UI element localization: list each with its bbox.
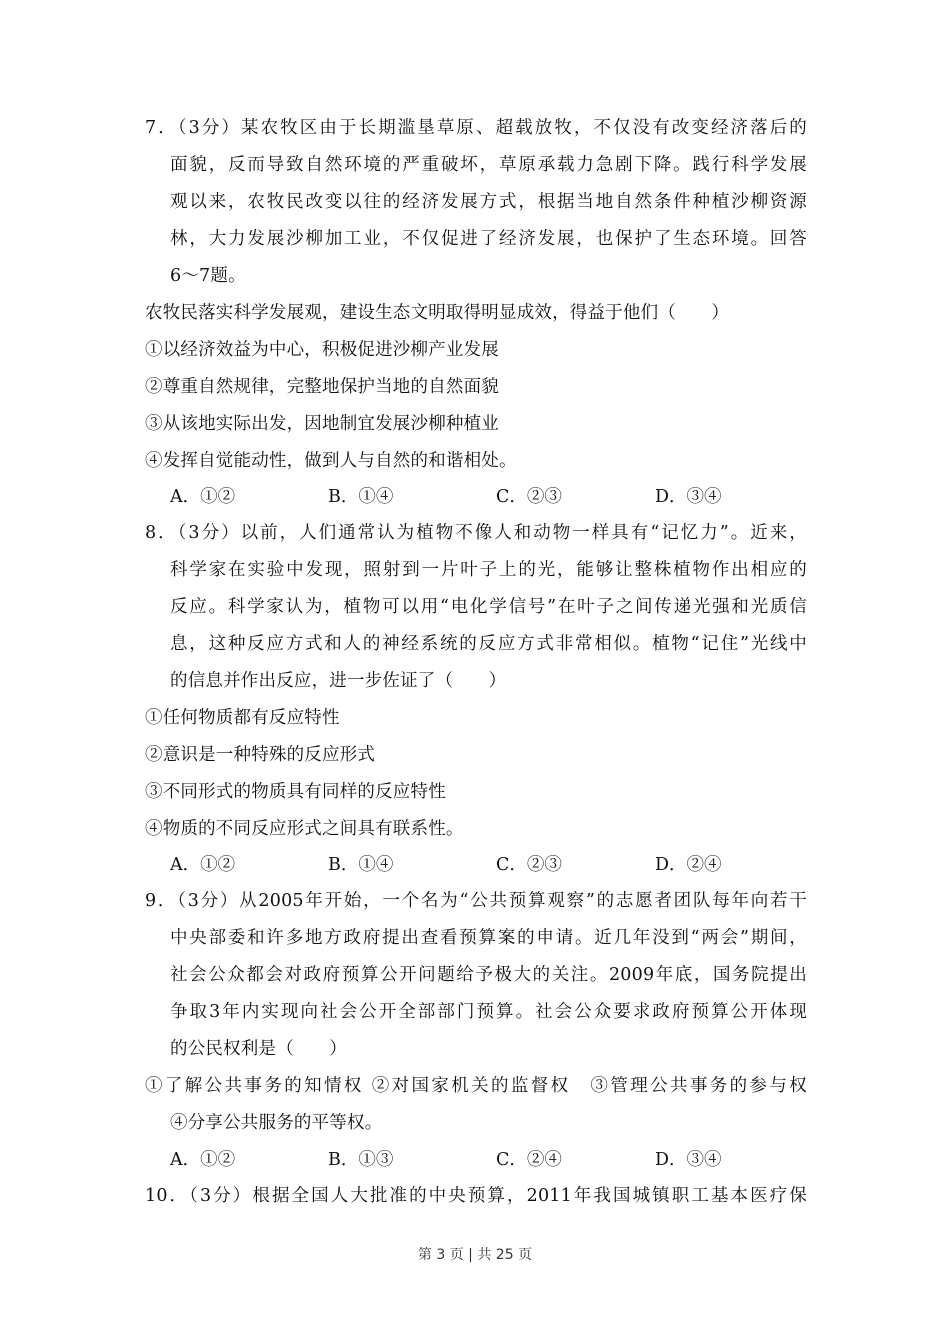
question-7-stem-line-5: 6～7题。: [170, 266, 246, 286]
page-footer: 第 3 页 | 共 25 页: [417, 1247, 533, 1263]
question-7-stem-line-3: 观以来，农牧民改变以往的经济发展方式，根据当地自然条件种植沙柳资源: [170, 192, 807, 212]
question-7-stem-line-2: 面貌，反而导致自然环境的严重破坏，草原承载力急剧下降。践行科学发展: [170, 155, 807, 175]
question-9-stem-line-5: 的公民权利是（ ）: [170, 1039, 347, 1059]
question-8-statement-2: ②意识是一种特殊的反应形式: [145, 745, 376, 765]
question-7-statement-2: ②尊重自然规律，完整地保护当地的自然面貌: [145, 377, 499, 397]
question-8-statement-3: ③不同形式的物质具有同样的反应特性: [145, 782, 446, 802]
question-8-statement-1: ①任何物质都有反应特性: [145, 708, 340, 728]
question-9-statements-line-1: ①了解公共事务的知情权 ②对国家机关的监督权 ③管理公共事务的参与权: [145, 1076, 807, 1096]
question-9-stem-line-4: 争取3年内实现向社会公开全部部门预算。社会公众要求政府预算公开体现: [170, 1002, 807, 1022]
question-9-statements-line-2: ④分享公共服务的平等权。: [170, 1113, 383, 1133]
question-7-statement-4: ④发挥自觉能动性，做到人与自然的和谐相处。: [145, 451, 517, 471]
question-9-stem-line-3: 社会公众都会对政府预算公开问题给予极大的关注。2009年底，国务院提出: [170, 965, 807, 985]
question-8-option-d: D．②④: [655, 855, 722, 875]
question-8-statement-4: ④物质的不同反应形式之间具有联系性。: [145, 819, 464, 839]
question-7-statement-1: ①以经济效益为中心，积极促进沙柳产业发展: [145, 340, 499, 360]
question-7-option-a: A．①②: [170, 487, 236, 507]
question-9-option-b: B．①③: [328, 1150, 394, 1170]
question-8-stem-line-2: 科学家在实验中发现，照射到一片叶子上的光，能够让整株植物作出相应的: [170, 560, 807, 580]
question-8-option-b: B．①④: [328, 855, 394, 875]
question-9-option-a: A．①②: [170, 1150, 236, 1170]
question-9-option-d: D．③④: [655, 1150, 722, 1170]
question-8-stem-line-3: 反应。科学家认为，植物可以用“电化学信号”在叶子之间传递光强和光质信: [170, 597, 807, 617]
question-8-stem-line-5: 的信息并作出反应，进一步佐证了（ ）: [170, 671, 507, 691]
question-8-option-c: C．②③: [496, 855, 562, 875]
question-8-stem-line-1: 8．（3分）以前，人们通常认为植物不像人和动物一样具有“记忆力”。近来，: [145, 523, 807, 543]
question-8-stem-line-4: 息，这种反应方式和人的神经系统的反应方式非常相似。植物“记住”光线中: [170, 634, 807, 654]
question-8-option-a: A．①②: [170, 855, 236, 875]
question-9-stem-line-1: 9．（3分）从2005年开始，一个名为“公共预算观察”的志愿者团队每年向若干: [145, 891, 807, 911]
question-7-option-b: B．①④: [328, 487, 394, 507]
question-9-option-c: C．②④: [496, 1150, 562, 1170]
question-7-statement-3: ③从该地实际出发，因地制宜发展沙柳种植业: [145, 414, 499, 434]
question-7-option-c: C．②③: [496, 487, 562, 507]
question-10-stem-line-1: 10．（3分）根据全国人大批准的中央预算，2011年我国城镇职工基本医疗保: [145, 1186, 807, 1206]
question-7-stem-line-1: 7．（3分）某农牧区由于长期滥垦草原、超载放牧，不仅没有改变经济落后的: [145, 118, 807, 138]
question-7-sub-question: 农牧民落实科学发展观，建设生态文明取得明显成效，得益于他们（ ）: [145, 303, 730, 323]
question-9-stem-line-2: 中央部委和许多地方政府提出查看预算案的申请。近几年没到“两会”期间，: [170, 928, 807, 948]
question-7-stem-line-4: 林，大力发展沙柳加工业，不仅促进了经济发展，也保护了生态环境。回答: [170, 229, 807, 249]
question-7-option-d: D．③④: [655, 487, 722, 507]
